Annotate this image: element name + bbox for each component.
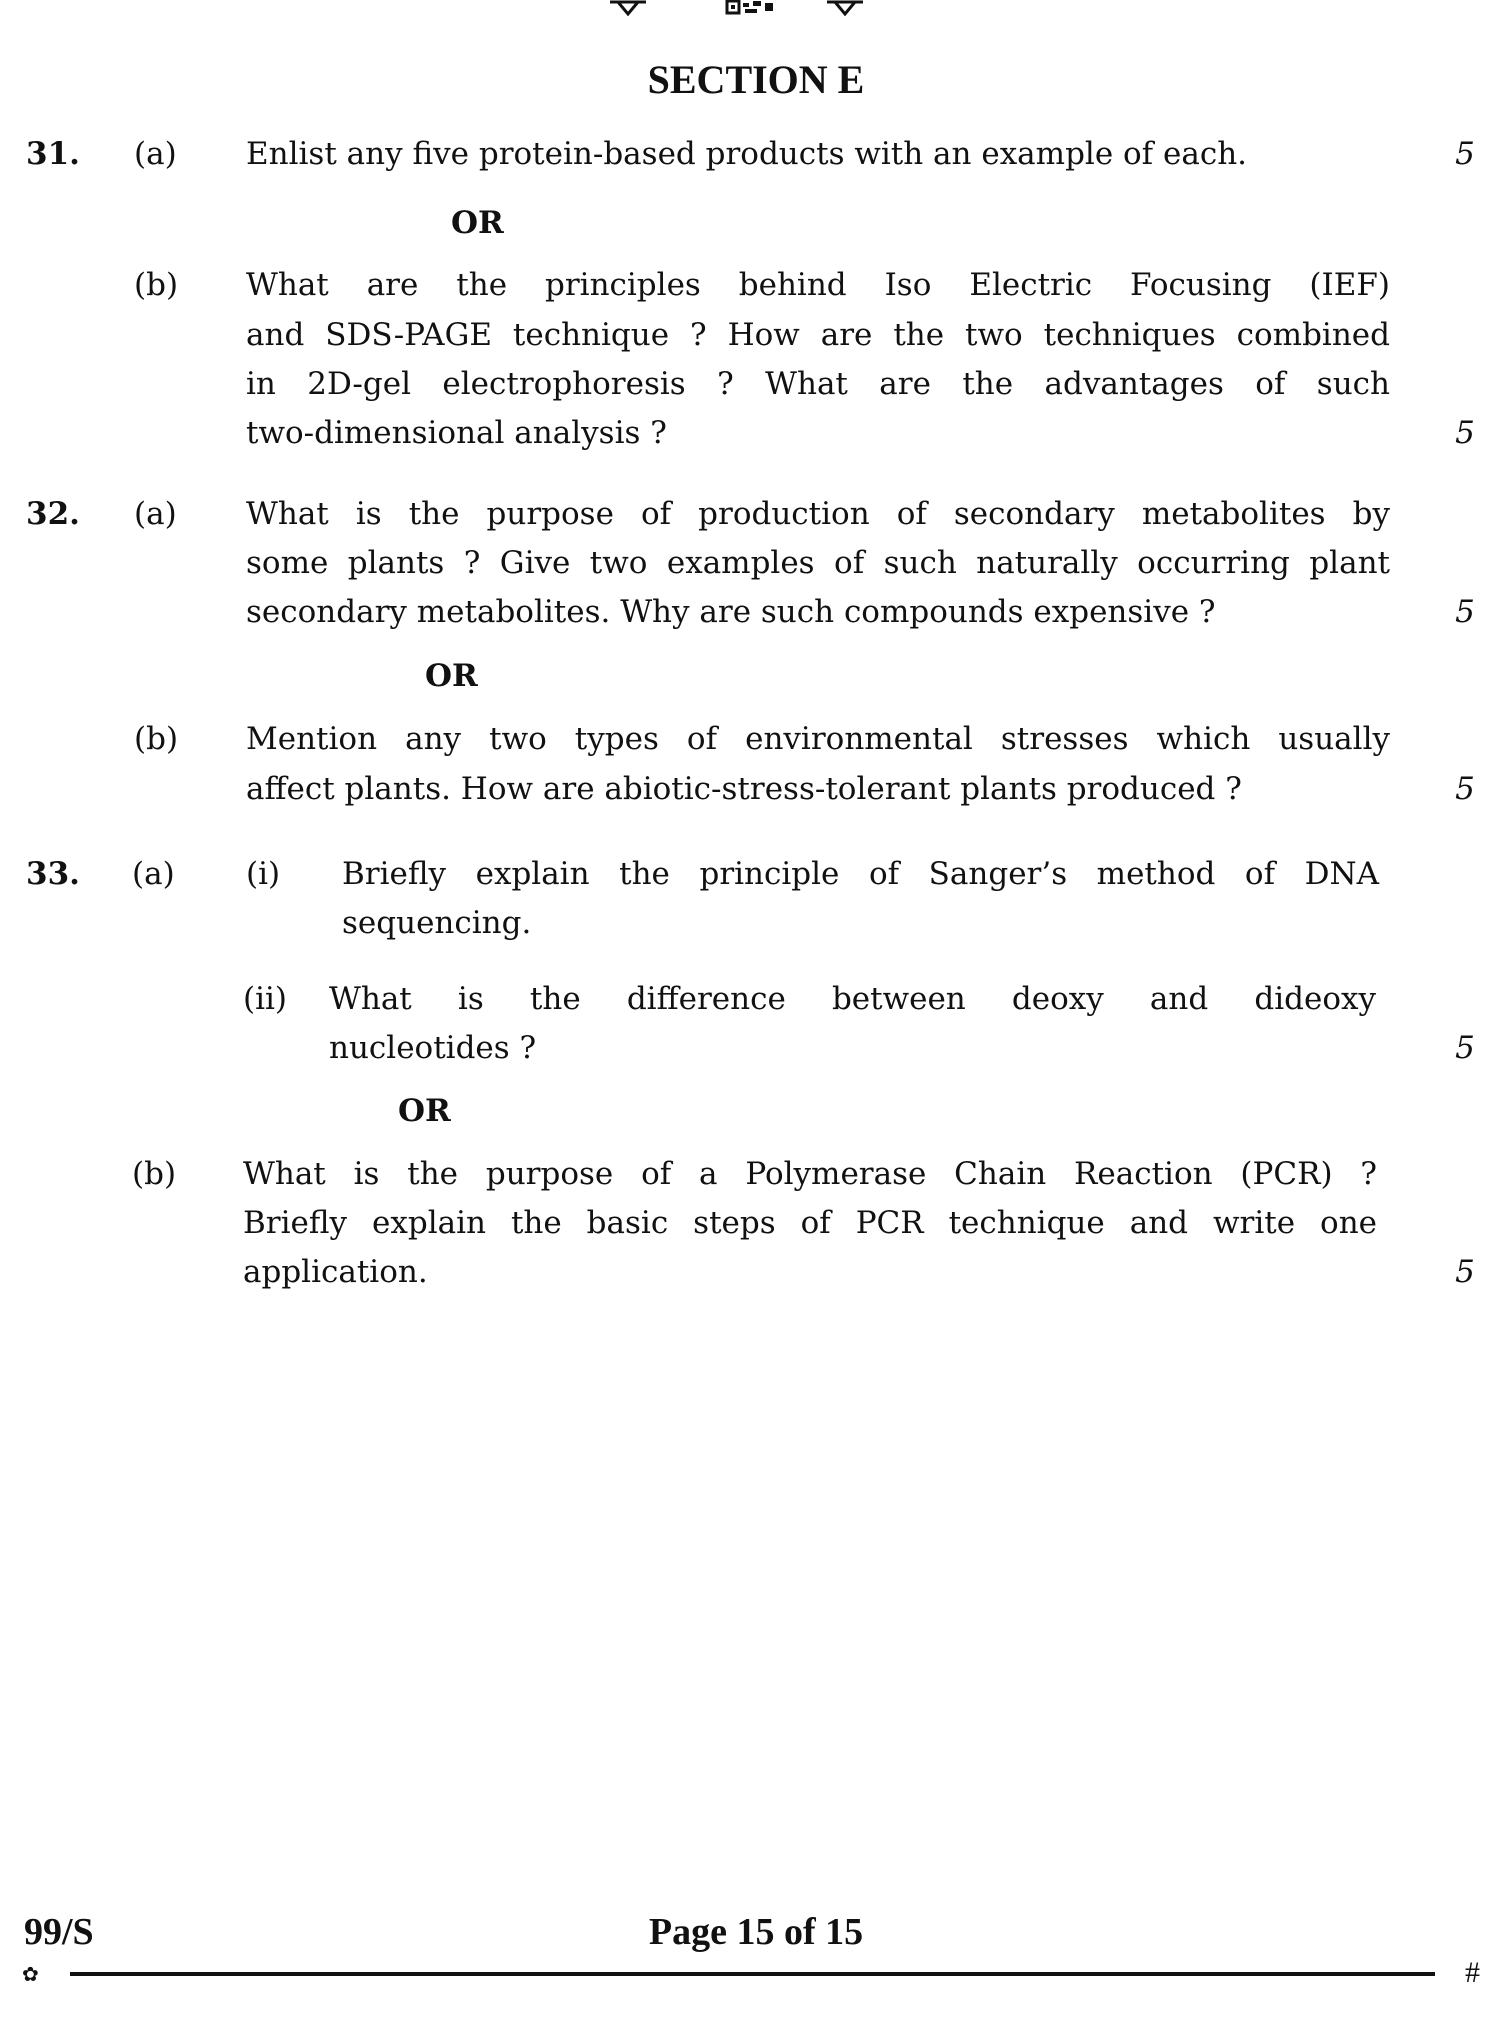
part-label: (a) [132,856,175,892]
question-text: two-dimensional analysis ? [246,415,667,451]
part-label: (b) [134,721,179,757]
part-label: (a) [134,136,177,172]
question-number: 32. [26,496,80,532]
question-text: in 2D-gel electrophoresis ? What are the advantages of such [246,366,1390,402]
part-label: (b) [134,267,179,303]
or-label: OR [451,205,504,241]
header-ornament-right-icon [825,0,865,16]
header-ornament-left-icon [608,0,648,16]
flower-icon: ✿ [22,1962,39,1986]
marks: 5 [1455,136,1475,172]
page-number: Page 15 of 15 [648,1911,864,1953]
question-text: and SDS-PAGE technique ? How are the two techniques combined [246,317,1390,353]
marks: 5 [1455,1030,1475,1066]
question-text: Briefly explain the principle of Sanger’s method of DNA [342,856,1379,892]
marks: 5 [1455,594,1475,630]
section-title: SECTION E [647,57,865,102]
part-label: (a) [134,496,177,532]
question-number: 31. [26,136,80,172]
paper-code: 99/S [24,1911,94,1953]
question-text: Enlist any five protein-based products with an example of each. [246,136,1248,172]
subpart-label: (i) [246,856,281,892]
question-text: Briefly explain the basic steps of PCR technique and write one [243,1205,1377,1241]
question-text: sequencing. [342,905,532,941]
question-text: What is the purpose of production of secondary metabolites by [246,496,1390,532]
footer-symbol: # [1465,1956,1480,1989]
question-text: What are the principles behind Iso Electric Focusing (IEF) [246,267,1390,303]
or-label: OR [425,658,478,694]
question-text: secondary metabolites. Why are such compounds expensive ? [246,594,1216,630]
question-text: application. [243,1254,428,1290]
marks: 5 [1455,415,1475,451]
qr-code-icon [725,0,777,16]
question-text: What is the difference between deoxy and dideoxy [329,981,1376,1017]
question-text: some plants ? Give two examples of such naturally occurring plant [246,545,1390,581]
part-label: (b) [132,1156,177,1192]
question-text: What is the purpose of a Polymerase Chain Reaction (PCR) ? [243,1156,1377,1192]
subpart-label: (ii) [243,981,288,1017]
marks: 5 [1455,1254,1475,1290]
question-text: Mention any two types of environmental stresses which usually [246,721,1390,757]
question-text: nucleotides ? [329,1030,537,1066]
question-text: affect plants. How are abiotic-stress-tolerant plants produced ? [246,771,1242,807]
question-number: 33. [26,856,80,892]
or-label: OR [398,1093,451,1129]
footer-rule [70,1972,1435,1976]
marks: 5 [1455,771,1475,807]
